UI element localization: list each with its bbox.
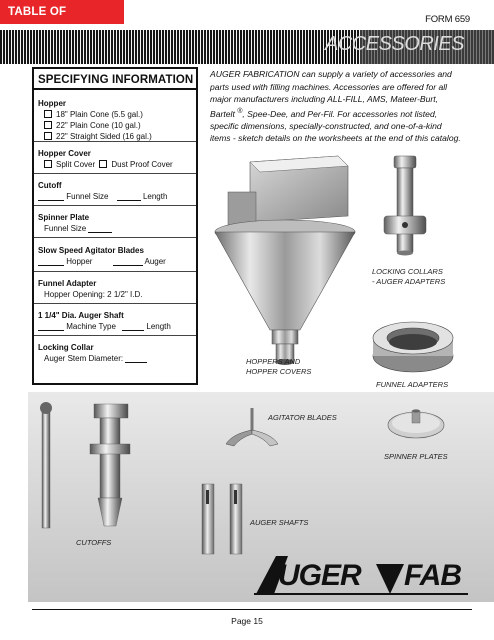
spec-funnel-adapter-section — [34, 272, 196, 304]
locking-collars-caption: LOCKING COLLARS - AUGER ADAPTERS — [372, 267, 446, 286]
auger-blank[interactable] — [113, 257, 143, 266]
checkbox[interactable] — [44, 110, 52, 118]
dust-proof-cover-label: Dust Proof Cover — [111, 160, 173, 169]
spec-hopper-heading: Hopper — [38, 99, 66, 108]
checkbox[interactable] — [99, 160, 107, 168]
specifying-information-box — [32, 67, 198, 385]
spec-auger-shaft-fields: Machine Type Length — [38, 321, 192, 332]
checkbox[interactable] — [44, 160, 52, 168]
logo-text-auger: UGER — [278, 559, 361, 592]
spec-cutoff-section — [34, 174, 196, 206]
spec-auger-shaft-heading: 1 1/4" Dia. Auger Shaft — [38, 311, 124, 320]
spec-hopper-cover-section — [34, 142, 196, 174]
funnel-size-blank[interactable] — [88, 224, 112, 233]
page-number: Page 15 — [231, 616, 263, 626]
spec-agitator-fields: Hopper Auger — [38, 256, 192, 267]
logo-text-fab: FAB — [404, 559, 461, 592]
spec-hopper-option[interactable]: 22" Plain Cone (10 gal.) — [38, 120, 192, 131]
funnel-adapter-image — [370, 318, 456, 376]
footer-rule — [32, 609, 472, 610]
spinner-plates-caption: SPINNER PLATES — [384, 452, 448, 461]
funnel-adapters-caption: FUNNEL ADAPTERS — [376, 380, 449, 389]
spec-locking-collar-field: Auger Stem Diameter: — [38, 353, 192, 364]
spec-title: SPECIFYING INFORMATION — [38, 74, 194, 86]
spec-funnel-adapter-heading: Funnel Adapter — [38, 279, 97, 288]
form-number: FORM 659 — [425, 14, 470, 25]
agitator-blade-image — [222, 404, 282, 448]
spec-cutoff-fields: Funnel Size Length — [38, 191, 192, 202]
table-of-contents-link[interactable]: TABLE OF — [0, 0, 124, 24]
auger-shaft-image — [196, 482, 252, 558]
spec-spinner-plate-section — [34, 206, 196, 238]
hoppers-caption: HOPPERS AND HOPPER COVERS — [246, 357, 312, 376]
auger-fab-logo — [254, 554, 468, 596]
machine-type-blank[interactable] — [38, 322, 64, 331]
hopper-image — [210, 152, 360, 370]
auger-shafts-caption: AUGER SHAFTS — [250, 518, 309, 527]
spec-hopper-option[interactable]: 22" Straight Sided (16 gal.) — [38, 131, 192, 142]
length-blank[interactable] — [122, 322, 144, 331]
length-blank[interactable] — [117, 192, 141, 201]
spec-hopper-cover-options — [38, 159, 192, 170]
intro-paragraph: AUGER FABRICATION can supply a variety of accessories and parts used with filling machines. Accessories are offered for all major manufacturers including ALL-FILL, AMS, Mateer-Burt, Bartelt ®, Spee-Dee, and Per-Fil. For accessories not listed, specific dimensions, specially-constructed, and one-of-a-kind items - sketch details on the worksheets at the end of this catalog. — [210, 69, 461, 144]
checkbox[interactable] — [44, 132, 52, 140]
spec-locking-collar-section — [34, 336, 196, 367]
spec-hopper-section — [34, 90, 196, 142]
spec-cutoff-heading: Cutoff — [38, 181, 62, 190]
page-title: ACCESSORIES — [325, 33, 464, 55]
spec-auger-shaft-section — [34, 304, 196, 336]
spec-funnel-adapter-line: Hopper Opening: 2 1/2" I.D. — [44, 290, 143, 299]
auger-stem-diameter-blank[interactable] — [125, 354, 147, 363]
agitator-blades-caption: AGITATOR BLADES — [268, 413, 337, 422]
hopper-blank[interactable] — [38, 257, 64, 266]
spec-agitator-heading: Slow Speed Agitator Blades — [38, 246, 144, 255]
spec-agitator-section — [34, 238, 196, 272]
cutoff-image — [32, 398, 142, 542]
split-cover-label: Split Cover — [56, 160, 96, 169]
spec-locking-collar-heading: Locking Collar — [38, 343, 94, 352]
spec-spinner-plate-field: Funnel Size — [38, 223, 192, 234]
spec-spinner-plate-heading: Spinner Plate — [38, 213, 90, 222]
spec-hopper-option[interactable]: 18" Plain Cone (5.5 gal.) — [38, 109, 192, 120]
funnel-size-blank[interactable] — [38, 192, 64, 201]
spinner-plate-image — [386, 403, 446, 443]
cutoffs-caption: CUTOFFS — [76, 538, 112, 547]
checkbox[interactable] — [44, 121, 52, 129]
spec-hopper-cover-heading: Hopper Cover — [38, 149, 91, 158]
locking-collar-image — [380, 152, 430, 260]
